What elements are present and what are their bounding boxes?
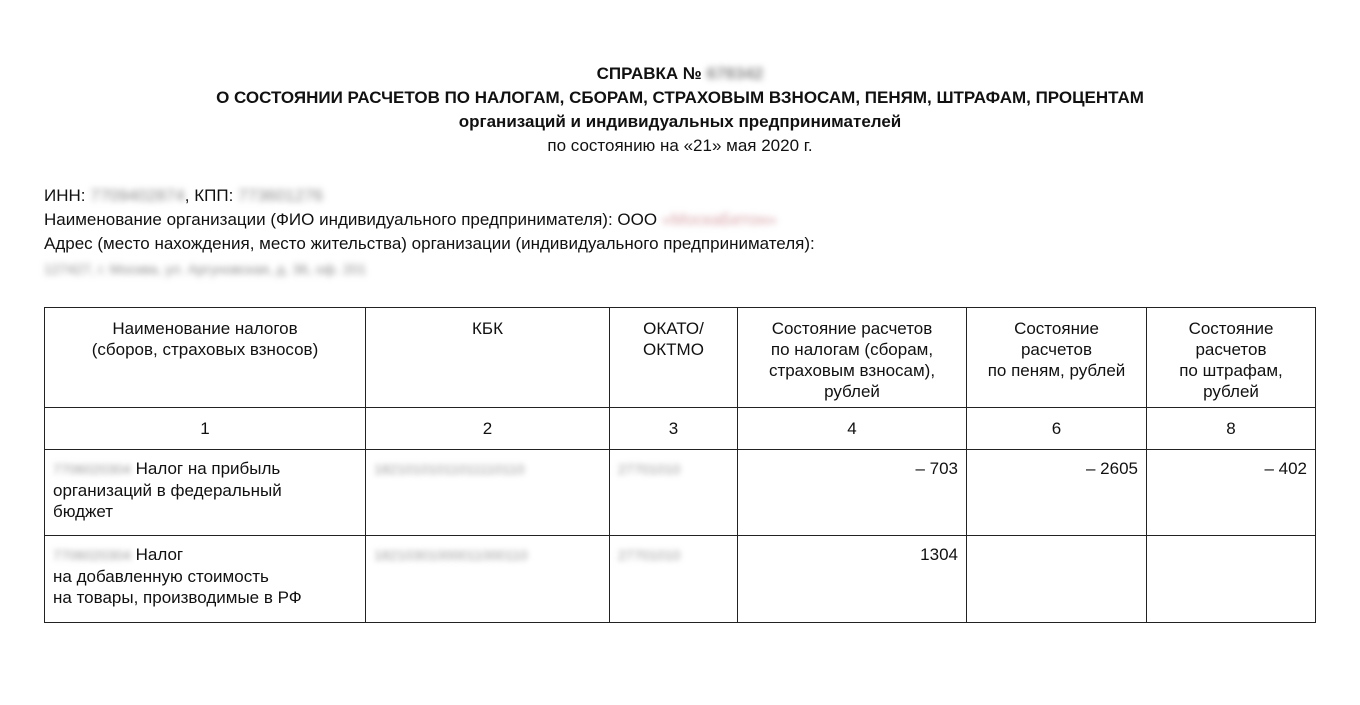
document-subject: организаций и индивидуальных предпринимателей: [458, 112, 902, 131]
tax-name-line: на добавленную стоимость: [53, 567, 269, 586]
certificate-number: 678342: [706, 64, 764, 83]
tax-name-line: Налог: [135, 545, 184, 564]
oktmo-value: 27701010: [618, 547, 681, 563]
table-row: [45, 450, 1316, 536]
document-subtitle: О СОСТОЯНИИ РАСЧЕТОВ ПО НАЛОГАМ, СБОРАМ, СТРАХОВЫМ ВЗНОСАМ, ПЕНЯМ, ШТРАФАМ, ПРОЦЕНТАМ: [216, 88, 1144, 107]
kbk-value: 18210101011011110110: [374, 461, 525, 477]
tax-name-cell: [45, 450, 366, 536]
column-number: 8: [1147, 408, 1316, 450]
tax-name-cell: [45, 536, 366, 623]
penalty-balance: – 2605: [967, 450, 1147, 536]
tax-name-line: бюджет: [53, 502, 114, 521]
fine-balance: – 402: [1147, 450, 1316, 536]
inn-label: ИНН:: [44, 186, 86, 205]
header-penalty-status: Состояние расчетов по пеням, рублей: [967, 308, 1147, 408]
address-value: 127427, г. Москва, ул. Аргуновская, д. 36, оф. 201: [44, 261, 367, 277]
column-number: 4: [738, 408, 967, 450]
header-tax-status: Состояние расчетов по налогам (сборам, страховым взносам), рублей: [738, 308, 967, 408]
header-kbk: КБК: [366, 308, 610, 408]
table-header-row: [45, 308, 1316, 408]
kbk-cell: [366, 450, 610, 536]
address-label: Адрес (место нахождения, место жительства) организации (индивидуального предпринимателя):: [44, 234, 815, 253]
as-of-date: по состоянию на «21» мая 2020 г.: [547, 136, 813, 155]
taxpayer-code: 7706020304: [53, 461, 131, 477]
oktmo-cell: [610, 536, 738, 623]
inn-kpp-line: [44, 184, 1324, 208]
column-number: 2: [366, 408, 610, 450]
org-name-line: [44, 208, 1324, 232]
address-line: [44, 256, 1324, 282]
taxpayer-code: 7706020304: [53, 547, 131, 563]
org-value: «МоскаБетон»: [661, 210, 777, 229]
kpp-value: 773601276: [238, 186, 324, 205]
title-prefix: СПРАВКА №: [596, 64, 702, 83]
tax-balance: 1304: [738, 536, 967, 623]
document-title: [0, 62, 1360, 86]
kbk-cell: [366, 536, 610, 623]
table-row: [45, 536, 1316, 623]
kpp-label: , КПП:: [184, 186, 234, 205]
oktmo-cell: [610, 450, 738, 536]
header-okato: ОКАТО/ ОКТМО: [610, 308, 738, 408]
column-number: 6: [967, 408, 1147, 450]
org-label: Наименование организации (ФИО индивидуального предпринимателя): ООО: [44, 210, 658, 229]
taxpayer-info: [44, 184, 1324, 282]
tax-name-line: на товары, производимые в РФ: [53, 588, 302, 607]
document-header: [0, 62, 1360, 158]
inn-value: 7709402874: [90, 186, 185, 205]
oktmo-value: 27701010: [618, 461, 681, 477]
column-number: 1: [45, 408, 366, 450]
column-number-row: [45, 408, 1316, 450]
tax-balance: – 703: [738, 450, 967, 536]
tax-settlements-table: [44, 307, 1316, 623]
header-fine-status: Состояние расчетов по штрафам, рублей: [1147, 308, 1316, 408]
kbk-value: 18210301000011000110: [374, 547, 528, 563]
column-number: 3: [610, 408, 738, 450]
header-tax-name: Наименование налогов (сборов, страховых взносов): [45, 308, 366, 408]
tax-name-line: Налог на прибыль: [135, 459, 281, 478]
penalty-balance: [967, 536, 1147, 623]
fine-balance: [1147, 536, 1316, 623]
tax-name-line: организаций в федеральный: [53, 481, 282, 500]
